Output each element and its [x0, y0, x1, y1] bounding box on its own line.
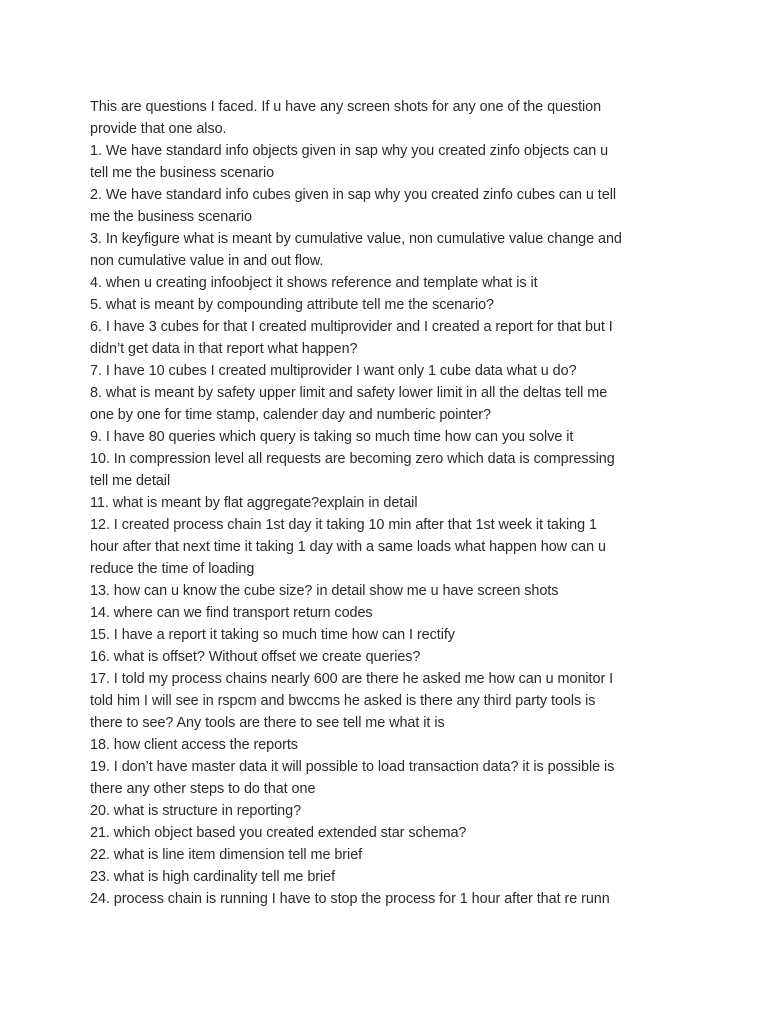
question-item: 12. I created process chain 1st day it taking 10 min after that 1st week it taking 1 hour after that next time it taking 1 day with a same loads what happen how can u reduce the time of loading — [90, 517, 606, 577]
question-item: 6. I have 3 cubes for that I created multiprovider and I created a report for that but I didn’t get data in that report what happen? — [90, 319, 613, 357]
question-item: 10. In compression level all requests are becoming zero which data is compressing tell me detail — [90, 451, 615, 489]
intro-paragraph: This are questions I faced. If u have any screen shots for any one of the question provide that one also. — [90, 99, 602, 137]
question-item: 19. I don’t have master data it will possible to load transaction data? it is possible is there any other steps to do that one — [90, 759, 615, 797]
question-item: 9. I have 80 queries which query is taking so much time how can you solve it — [90, 429, 574, 445]
question-item: 18. how client access the reports — [90, 737, 298, 753]
document-body — [90, 96, 690, 910]
question-item: 13. how can u know the cube size? in detail show me u have screen shots — [90, 583, 559, 599]
question-item: 22. what is line item dimension tell me brief — [90, 847, 363, 863]
question-item: 3. In keyfigure what is meant by cumulative value, non cumulative value change and non cumulative value in and out flow. — [90, 231, 622, 269]
question-item: 5. what is meant by compounding attribute tell me the scenario? — [90, 297, 495, 313]
question-item: 2. We have standard info cubes given in sap why you created zinfo cubes can u tell me the business scenario — [90, 187, 617, 225]
question-item: 7. I have 10 cubes I created multiprovider I want only 1 cube data what u do? — [90, 363, 577, 379]
question-item: 23. what is high cardinality tell me brief — [90, 869, 336, 885]
question-item: 15. I have a report it taking so much time how can I rectify — [90, 627, 455, 643]
question-item: 14. where can we find transport return codes — [90, 605, 373, 621]
question-item: 1. We have standard info objects given in sap why you created zinfo objects can u tell me the business scenario — [90, 143, 609, 181]
question-item: 11. what is meant by flat aggregate?explain in detail — [90, 495, 418, 511]
question-item: 8. what is meant by safety upper limit and safety lower limit in all the deltas tell me one by one for time stamp, calender day and numberic pointer? — [90, 385, 608, 423]
question-item: 21. which object based you created extended star schema? — [90, 825, 467, 841]
question-item: 24. process chain is running I have to stop the process for 1 hour after that re runn — [90, 891, 610, 907]
question-item: 20. what is structure in reporting? — [90, 803, 302, 819]
question-item: 4. when u creating infoobject it shows reference and template what is it — [90, 275, 538, 291]
question-item: 16. what is offset? Without offset we create queries? — [90, 649, 421, 665]
question-item: 17. I told my process chains nearly 600 are there he asked me how can u monitor I told him I will see in rspcm and bwccms he asked is there any third party tools is there to see? Any tools are there to see tell me what it is — [90, 671, 614, 731]
